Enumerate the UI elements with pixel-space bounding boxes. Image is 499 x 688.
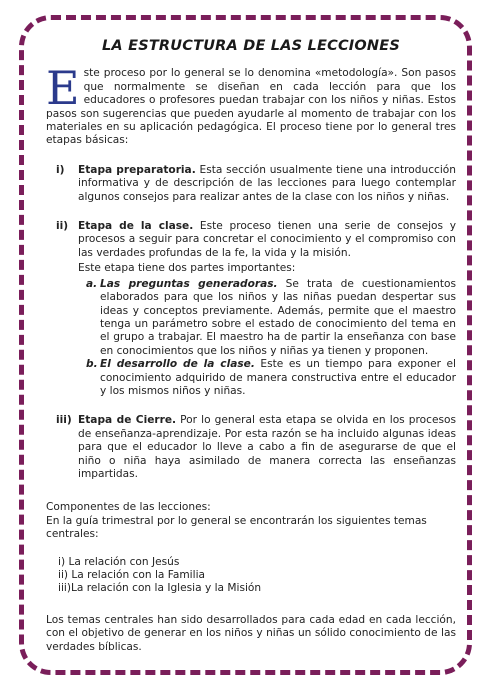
stage-number: ii) (56, 220, 69, 233)
part-letter: b. (86, 358, 98, 371)
part-body: Este es un tiempo para exponer el conocimiento adquirido de manera constructiva entre el educador y los mismos niños y niñas. (100, 358, 457, 397)
themes-list (58, 556, 456, 596)
stage-part-b (86, 358, 456, 398)
stage-body: Por lo general esta etapa se olvida en los procesos de enseñanza-aprendizaje. Por esta razón se ha incluido algunas ideas para que el educador lo lleve a cabo a fin de asegurarse de que el niño o niña haya asimilado de manera correcta las enseñanzas impartidas. (78, 414, 457, 480)
stage-heading: Etapa de Cierre. (78, 414, 177, 427)
part-text (100, 278, 456, 358)
stage-preparatory (46, 164, 456, 204)
stage-number: iii) (56, 414, 72, 427)
list-item: iii)La relación con la Iglesia y la Misión (58, 582, 262, 595)
intro-paragraph (46, 61, 456, 147)
part-body: Se trata de cuestionamientos elaborados para que los niños y las niñas puedan despertar sus ideas y conceptos previamente. Además, permite que el maestro tenga un parámetro sobre el estado de conocimiento del tema en el grupo a trabajar. El maestro ha de partir la enseñanza con base en conocimientos que los niños y niñas ya tienen y proponen. (100, 277, 456, 357)
components-text: En la guía trimestral por lo general se encontrarán los siguientes temas centrales: (46, 514, 427, 541)
list-item: i) La relación con Jesús (58, 555, 180, 568)
stage-closing (46, 414, 456, 481)
drop-cap: E (46, 61, 80, 116)
part-text (100, 358, 456, 398)
components-heading: Componentes de las lecciones: (46, 501, 211, 514)
page-title: LA ESTRUCTURA DE LAS LECCIONES (101, 38, 400, 54)
part-heading: Las preguntas generadoras. (100, 277, 278, 290)
intro-text: ste proceso por lo general se lo denomina «metodología». Son pasos que normalmente se diseñan en cada lección para que los educadores o profesores puedan trabajar con los niños y niñas. Estos pasos son sugerencias que pueden ayudarle al momento de trabajar con los materiales en su aplicación pedagógica. El proceso tiene por lo general tres etapas básicas: (46, 67, 456, 147)
stage-text (78, 164, 456, 204)
stage-text (78, 220, 456, 260)
stage-part-a (86, 278, 456, 358)
stage-heading: Etapa de la clase. (78, 220, 194, 233)
part-letter: a. (86, 277, 98, 290)
stage-body: Esta sección usualmente tiene una introducción informativa y de descripción de las lecciones para luego contemplar algunos consejos para realizar antes de la clase con los niños y niñas. (78, 163, 456, 203)
stage-class (46, 220, 456, 398)
stage-body: Este proceso tienen una serie de consejos y procesos a seguir para concretar el conocimiento y el compromiso con las verdades profundas de la fe, la vida y la misión. (78, 220, 456, 259)
stage-sub-intro: Este etapa tiene dos partes importantes: (78, 262, 296, 275)
stage-text (78, 414, 456, 481)
stage-number: i) (56, 163, 65, 176)
stage-heading: Etapa preparatoria. (78, 163, 196, 176)
closing-paragraph: Los temas centrales han sido desarrollados para cada edad en cada lección, con el objetivo de generar en los niños y niñas un sólido conocimiento de las verdades bíblicas. (46, 613, 456, 653)
document-body (46, 40, 456, 654)
part-heading: El desarrollo de la clase. (100, 358, 255, 371)
list-item: ii) La relación con la Familia (58, 569, 205, 581)
